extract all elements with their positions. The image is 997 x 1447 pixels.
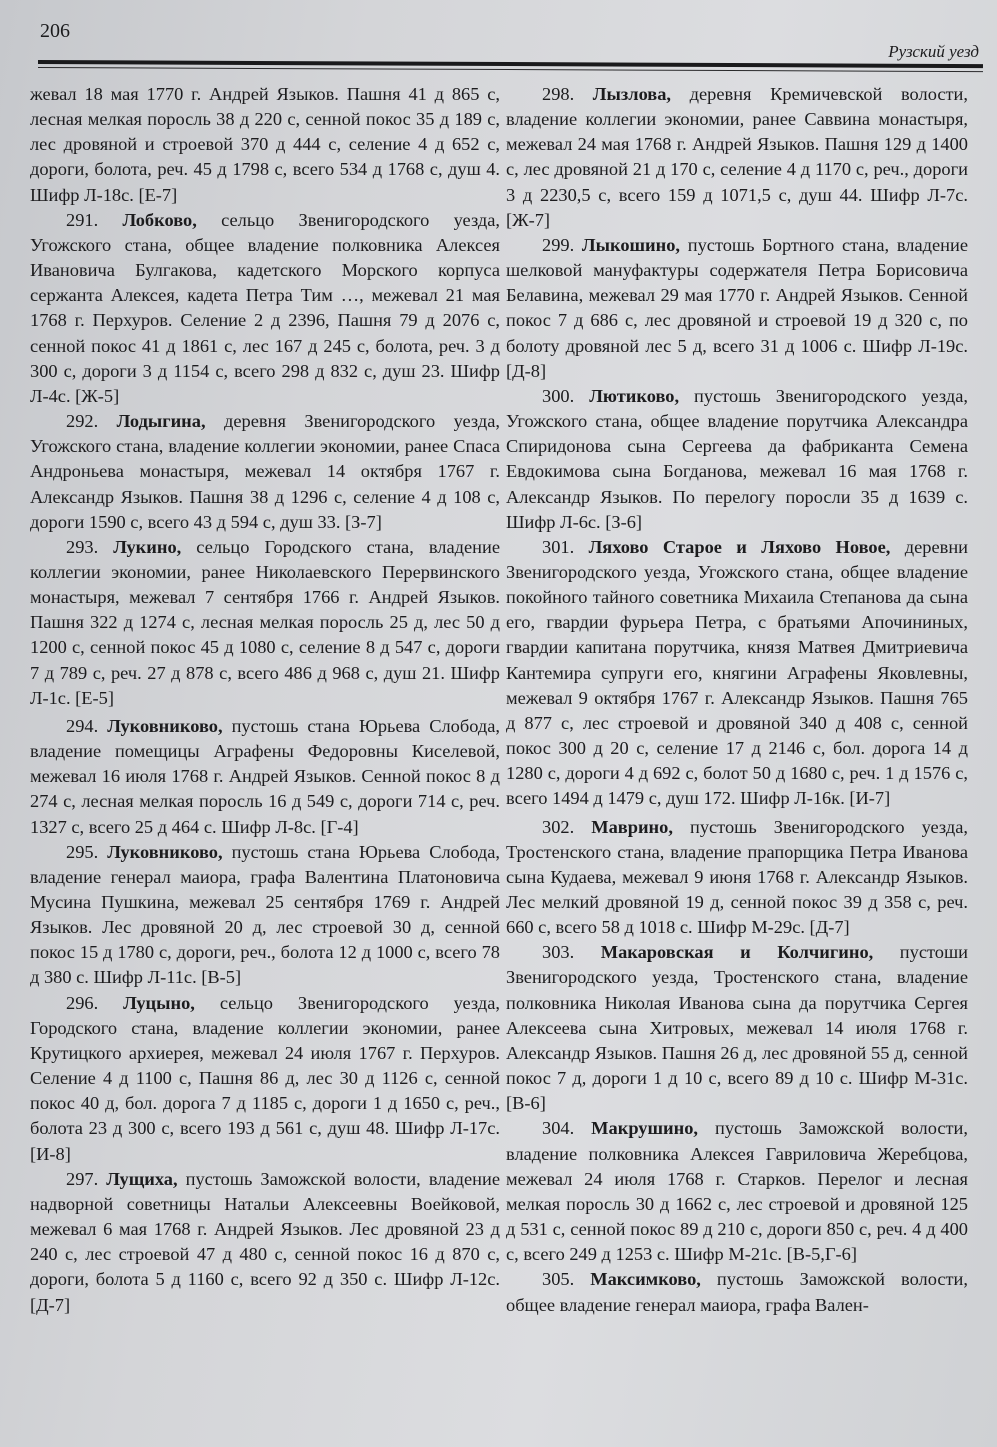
entry-place-name: Луцыно, <box>123 992 195 1013</box>
entry-number: 294. <box>66 715 99 736</box>
entry-number: 293. <box>66 536 99 557</box>
entry-text: пустошь Бортного стана, владение шелковой мануфактуры содержателя Петра Борисовича Белавина, межевал 29 мая 1770 г. Андрей Языков. Сенной покос 7 д 686 с, лес дровяной и строевой 19 д 320 с, по болоту дровяной лес 5 д, всего 31 д 1006 с. Шифр Л-19с. [Д-8] <box>506 234 968 381</box>
entry-number: 295. <box>66 841 99 862</box>
entry-293 <box>30 535 500 711</box>
entry-text: деревни Звенигородского уезда, Угожского стана, общее владение покойного тайного советника Михаила Степанова да сына его, гвардии фурьера Петра, с братьями Апочининых, гвардии капитана порутчика, князя Матвея Дмитриевича Кантемира супруги его, княгини Аграфены Яковлевны, межевал 9 октября 1767 г. Александр Языков. Пашня 765 д 877 с, лес строевой и дровяной 340 д 408 с, сенной покос 300 д 20 с, селение 17 д 2146 с, бол. дорога 14 д 1280 с, дороги 4 д 692 с, болот 50 д 1680 с, реч. 1 д 1576 с, всего 1494 д 1479 с, душ 172. Шифр Л-16к. [И-7] <box>506 536 969 809</box>
entry-place-name: Луковниково, <box>107 715 223 736</box>
entry-text: сельцо Звенигородского уезда, Городского стана, владение коллегии экономии, ранее Крутицкого архиерея, межевал 24 июля 1767 г. Перхуров. Селение 4 д 1100 с, Пашня 86 д, лес 30 д 1126 с, сенной покос 40 д, бол. дорога 7 д 1185 с, дороги 1 д 1650 с, реч., болота 23 д 300 с, всего 193 д 561 с, душ 48. Шифр Л-17с. [И-8] <box>30 992 500 1164</box>
header-rule-thin <box>38 67 983 72</box>
left-column <box>30 82 500 1318</box>
entry-text: пустошь Звенигородского уезда, Тростенского стана, владение прапорщика Петра Иванова сына Кудаева, межевал 9 июня 1768 г. Александр Языков. Лес мелкий дровяной 19 д, сенной покос 39 д 358 с, реч. 660 с, всего 58 д 1018 с. Шифр М-29с. [Д-7] <box>506 816 968 938</box>
entry-302 <box>506 815 968 941</box>
entry-place-name: Лобково, <box>122 209 197 230</box>
entry-305 <box>506 1267 968 1317</box>
entry-place-name: Лыкошино, <box>581 234 681 255</box>
entry-number: 291. <box>66 209 99 230</box>
right-column <box>506 82 968 1318</box>
entry-place-name: Ляхово Старое и Ляхово Новое, <box>588 536 891 557</box>
page-header <box>0 0 997 78</box>
entry-number: 297. <box>66 1168 99 1189</box>
continued-entry-text: жевал 18 мая 1770 г. Андрей Языков. Пашня 41 д 865 с, лесная мелкая поросль 38 д 220 с, сенной покос 35 д 189 с, лес дровяной и строевой 370 д 444 с, селение 4 д 652 с, дороги, болота, реч. 45 д 1798 с, всего 534 д 1768 с, душ 4. Шифр Л-18с. [Е-7] <box>30 84 500 205</box>
entry-number: 303. <box>542 942 575 963</box>
entry-296 <box>30 991 500 1167</box>
entry-text: деревня Кремичевской волости, владение коллегии экономии, ранее Саввина монастыря, межевал 24 мая 1768 г. Андрей Языков. Пашня 129 д 1400 с, лес дровяной 21 д 170 с, селение 4 д 1170 с, реч., дороги 3 д 2230,5 с, всего 159 д 1071,5 с, душ 44. Шифр Л-7с. [Ж-7] <box>506 84 968 230</box>
entry-text: пустошь стана Юрьева Слобода, владение генерал маиора, графа Валентина Платоновича Мусина Пушкина, межевал 25 сентября 1769 г. Андрей Языков. Лес дровяной 20 д, лес строевой 30 д, сенной покос 15 д 1780 с, дороги, реч., болота 12 д 1000 с, всего 78 д 380 с. Шифр Л-11с. [В-5] <box>30 841 501 988</box>
entry-304 <box>506 1116 968 1267</box>
entry-number: 299. <box>542 234 575 255</box>
entry-place-name: Макаровская и Колчигино, <box>600 942 874 963</box>
entry-place-name: Лодыгина, <box>116 411 206 432</box>
entry-297 <box>30 1167 500 1318</box>
entry-place-name: Лютиково, <box>589 385 680 406</box>
entry-294 <box>30 714 500 840</box>
entry-number: 296. <box>66 992 99 1013</box>
entry-text: сельцо Городского стана, владение коллегии экономии, ранее Николаевского Перервинского монастыря, межевал 7 сентября 1766 г. Андрей Языков. Пашня 322 д 1274 с, лесная мелкая поросль 25 д, лес 50 д 1200 с, сенной покос 45 д 1080 с, селение 8 д 547 с, дороги 7 д 789 с, реч. 27 д 878 с, всего 486 д 968 с, душ 21. Шифр Л-1с. [Е-5] <box>30 536 500 708</box>
entry-303 <box>506 940 968 1116</box>
entry-place-name: Луковниково, <box>107 841 223 862</box>
entry-291 <box>30 208 500 409</box>
entry-298 <box>506 82 968 233</box>
entry-text: сельцо Звенигородского уезда, Угожского стана, общее владение полковника Алексея Ивановича Булгакова, кадетского Морского корпуса сержанта Алексея, кадета Петра Тим …, межевал 21 мая 1768 г. Перхуров. Селение 2 д 2396, Пашня 79 д 2076 с, сенной покос 41 д 1861 с, лес 167 д 245 с, болота, реч. 3 д 300 с, дороги 3 д 1154 с, всего 298 д 832 с, душ 23. Шифр Л-4с. [Ж-5] <box>30 209 500 406</box>
entry-299 <box>506 233 968 384</box>
entry-300 <box>506 384 968 535</box>
entry-301 <box>506 535 968 812</box>
entry-place-name: Максимково, <box>590 1269 701 1290</box>
entry-place-name: Лукино, <box>113 536 182 557</box>
entry-295 <box>30 840 500 991</box>
entry-number: 305. <box>542 1269 575 1290</box>
entry-text: деревня Звенигородского уезда, Угожского стана, владение коллегии экономии, ранее Спаса Андроньева монастыря, межевал 14 октября 1767 г. Александр Языков. Пашня 38 д 1296 с, селение 4 д 108 с, дороги 1590 с, всего 43 д 594 с, душ 33. [З-7] <box>30 411 500 532</box>
entry-place-name: Макрушино, <box>591 1118 699 1139</box>
entry-text: пустошь Заможской волости, общее владение генерал маиора, графа Вален- <box>506 1269 968 1315</box>
entry-number: 302. <box>542 816 575 837</box>
entry-text: пустошь Звенигородского уезда, Угожского стана, общее владение порутчика Александра Спиридонова сына Сергеева да фабриканта Семена Евдокимова сына Богданова, межевал 16 мая 1768 г. Александр Языков. По перелогу поросли 35 д 1639 с. Шифр Л-6с. [З-6] <box>506 385 968 532</box>
running-title: Рузский уезд <box>888 42 979 61</box>
entry-number: 292. <box>66 411 99 432</box>
entry-292 <box>30 409 500 535</box>
entry-number: 304. <box>542 1118 575 1139</box>
entry-number: 298. <box>542 84 575 104</box>
entry-text: пустошь Заможской волости, владение надворной советницы Натальи Алексеевны Воейковой, межевал 6 мая 1768 г. Андрей Языков. Лес дровяной 23 д 240 с, лес строевой 47 д 480 с, сенной покос 16 д 870 с, дороги, болота 5 д 1160 с, всего 92 д 350 с. Шифр Л-12с. [Д-7] <box>30 1168 500 1315</box>
entry-text: пустоши Звенигородского уезда, Тростенского стана, владение полковника Николая Иванова сына да порутчика Сергея Алексеева сына Хитровых, межевал 14 июля 1768 г. Александр Языков. Пашня 26 д, лес дровяной 55 д, сенной покос 7 д, дороги 1 д 10 с, всего 89 д 10 с. Шифр М-31с. [В-6] <box>506 942 968 1114</box>
entry-place-name: Лущиха, <box>106 1168 178 1189</box>
entry-number: 301. <box>542 536 575 557</box>
entry-text: пустошь Заможской волости, владение полковника Алексея Гавриловича Жеребцова, межевал 24 июля 1768 г. Старков. Перелог и лесная мелкая поросль 30 д 1662 с, лес строевой и дровяной 125 д 531 с, сенной покос 89 д 210 с, дороги 850 с, реч. 4 д 400 с, всего 249 д 1253 с. Шифр М-21с. [В-5,Г-6] <box>506 1118 968 1265</box>
entry-place-name: Лызлова, <box>592 84 672 104</box>
entry-number: 300. <box>542 385 575 406</box>
page-number: 206 <box>40 20 70 42</box>
entry-place-name: Маврино, <box>591 816 673 837</box>
entry-text: пустошь стана Юрьева Слобода, владение помещицы Аграфены Федоровны Киселевой, межевал 16 июля 1768 г. Андрей Языков. Сенной покос 8 д 274 с, лесная мелкая поросль 16 д 549 с, дороги 714 с, реч. 1327 с, всего 25 д 464 с. Шифр Л-8с. [Г-4] <box>30 715 501 837</box>
